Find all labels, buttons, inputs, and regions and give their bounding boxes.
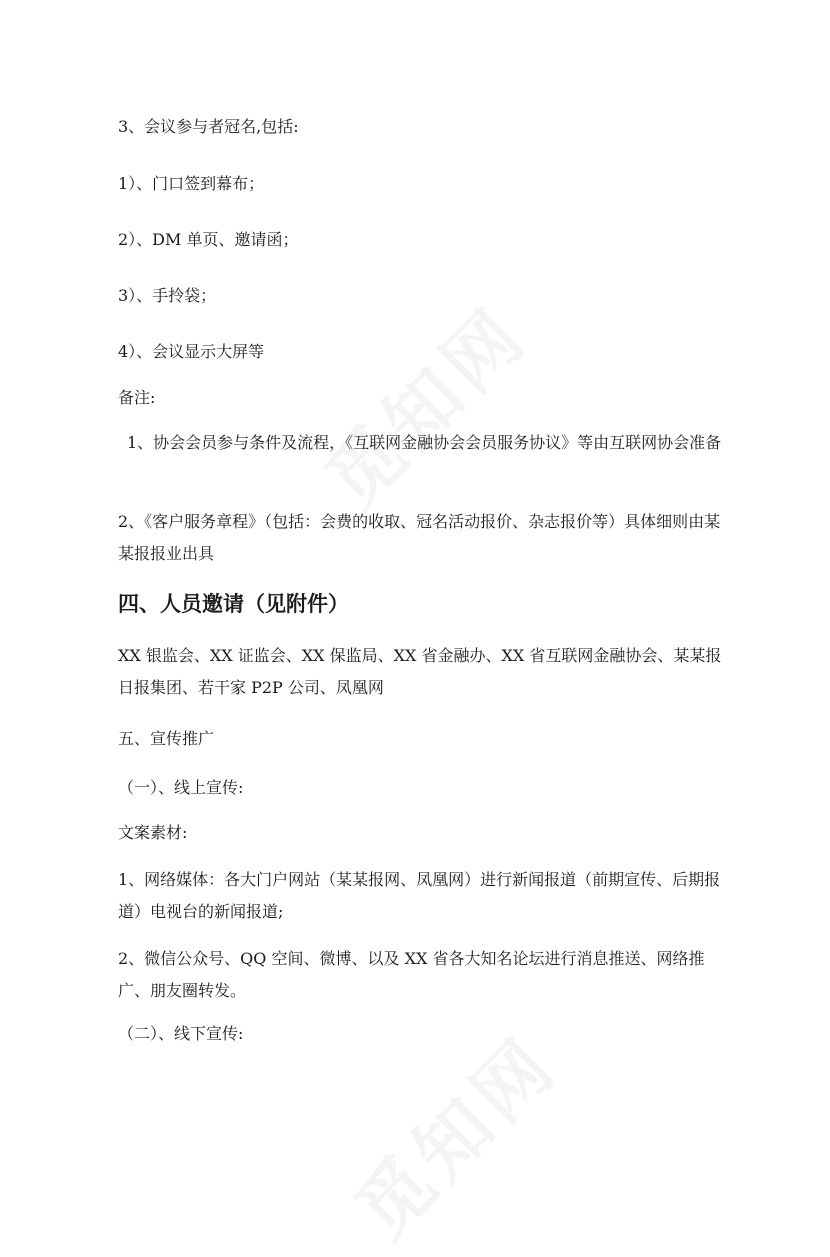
subsection-title: （一）、线上宣传: xyxy=(118,778,244,797)
body-paragraph: 1、网络媒体：各大门户网站（某某报网、凤凰网）进行新闻报道（前期宣传、后期报道）电视台的新闻报道; xyxy=(118,870,721,921)
list-item: 1）、门口签到幕布； xyxy=(118,174,265,193)
invitee-paragraph: XX 银监会、XX 证监会、XX 保监局、XX 省金融办、XX 省互联网金融协会、某某报日报集团、若干家 P2P 公司、凤凰网 xyxy=(118,646,722,697)
text-label: 文案素材: xyxy=(118,823,188,842)
list-item: 2）、DM 单页、邀请函； xyxy=(118,230,299,249)
list-item: 4）、会议显示大屏等 xyxy=(118,342,265,361)
section-heading: 四、人员邀请（见附件） xyxy=(118,591,349,616)
remark-paragraph: 1、协会会员参与条件及流程，《互联网金融协会会员服务协议》等由互联网协会准备 xyxy=(127,433,722,452)
remark-label: 备注: xyxy=(118,388,156,407)
list-item: 3、会议参与者冠名,包括: xyxy=(118,117,299,136)
section-title: 五、宣传推广 xyxy=(118,729,215,748)
subsection-title: （二）、线下宣传: xyxy=(118,1024,244,1043)
body-paragraph: 2、微信公众号、QQ 空间、微博、以及 XX 省各大知名论坛进行消息推送、网络推广、朋友圈转发。 xyxy=(118,949,705,1000)
remark-paragraph: 2、《客户服务章程》（包括：会费的收取、冠名活动报价、杂志报价等）具体细则由某某报报业出具 xyxy=(118,512,721,563)
list-item: 3）、手拎袋； xyxy=(118,286,217,305)
watermark xyxy=(329,1009,578,1257)
